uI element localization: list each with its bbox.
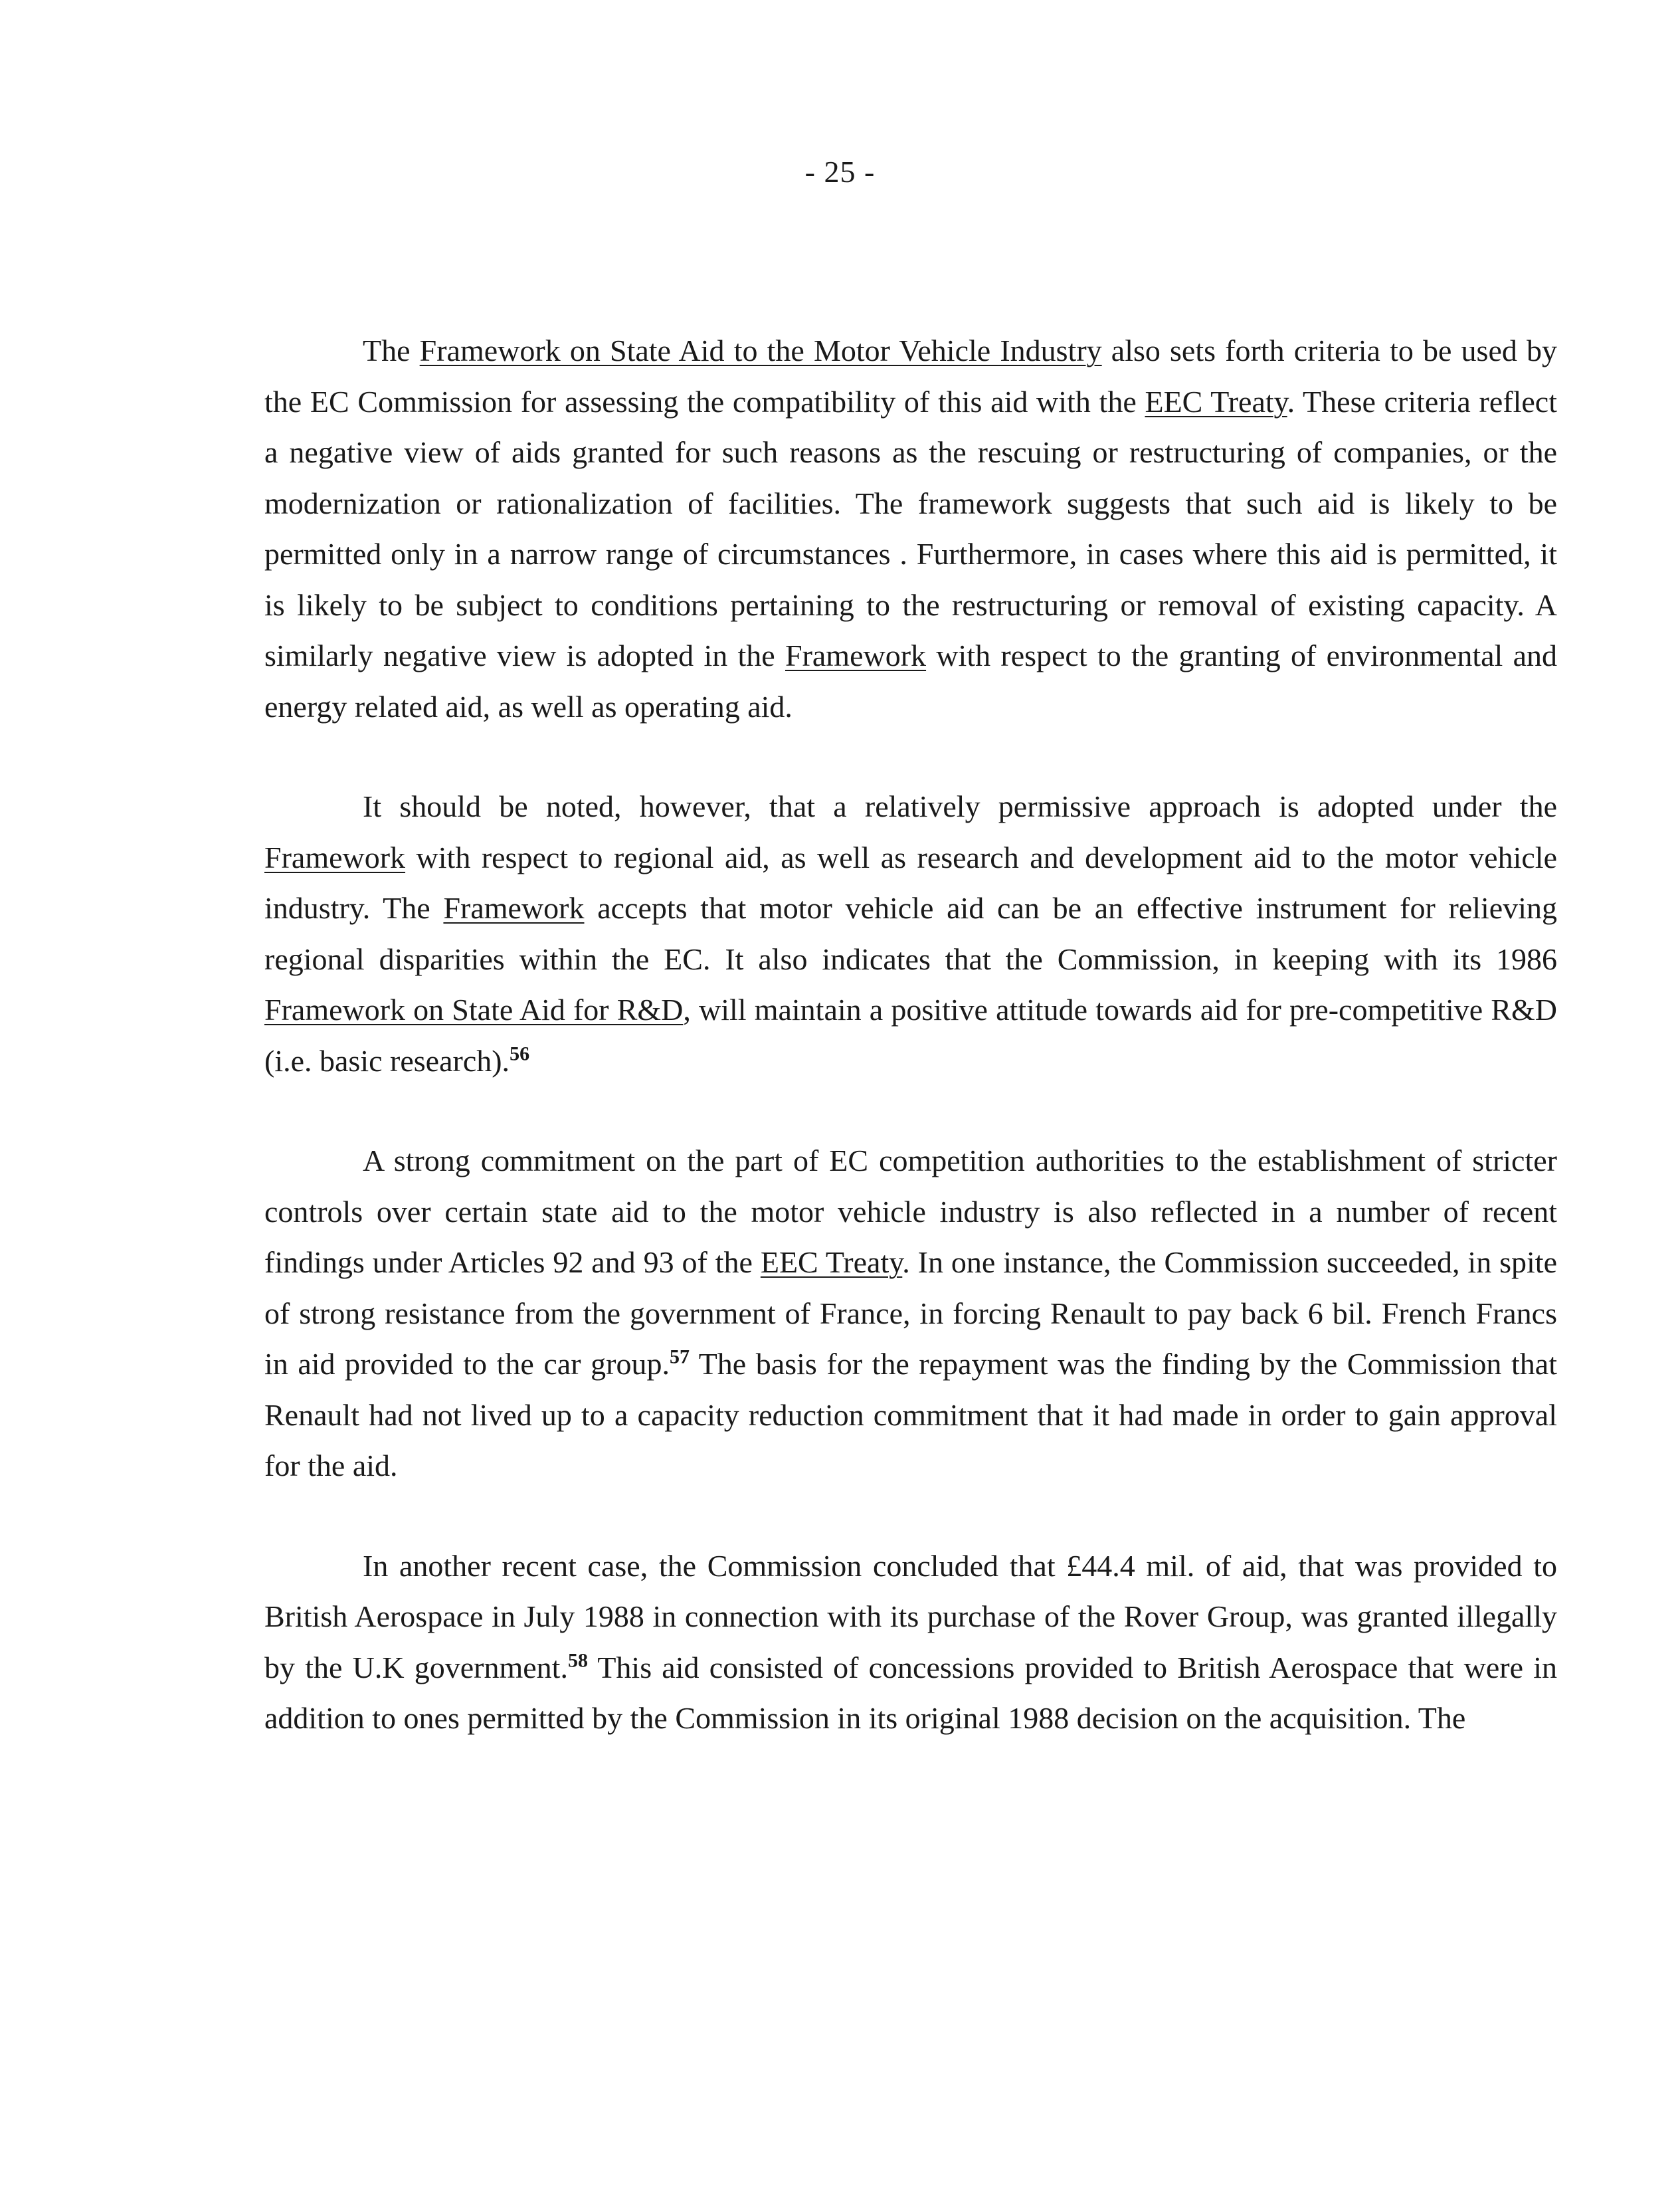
document-body [264,326,1557,1793]
text-segment: . In one instance, the Commission succeeded, in spite of strong resistance from the government of France, in forcing Renault to pay back 6 bil. French Francs in aid provided to the car group. [264,1245,1557,1381]
underlined-title: Framework on State Aid for R&D [264,993,684,1027]
underlined-title: EEC Treaty [1145,384,1287,419]
footnote-ref: 57 [669,1346,690,1368]
text-segment: The basis for the repayment was the finding by the Commission that Renault had not lived up to a capacity reduction commitment that it had made in order to gain approval for the aid. [264,1347,1557,1482]
text-segment: The [363,334,420,367]
underlined-title: Framework [443,891,585,925]
text-segment: with respect to regional aid, as well as research and development aid to the motor vehicle industry. The [264,840,1557,925]
paragraph-3 [264,1136,1557,1492]
paragraph-4 [264,1541,1557,1744]
page-number: - 25 - [804,155,876,189]
text-segment: , will maintain a positive attitude towards aid for pre-competitive R&D (i.e. basic research). [264,993,1557,1078]
text-segment: with respect to the granting of environmental and energy related aid, as well as operating aid. [264,639,1557,724]
paragraph-2 [264,781,1557,1086]
text-segment: This aid consisted of concessions provided to British Aerospace that were in addition to ones permitted by the Commission in its original 1988 decision on the acquisition. The [264,1650,1557,1735]
underlined-title: Framework [264,840,406,874]
footnote-ref: 58 [567,1649,588,1672]
text-segment: also sets forth criteria to be used by the EC Commission for assessing the compatibility of this aid with the [264,334,1558,419]
underlined-title: Framework on State Aid to the Motor Vehicle Industry [419,334,1102,367]
underlined-title: EEC Treaty [760,1245,903,1279]
text-segment: It should be noted, however, that a relatively permissive approach is adopted under the [363,789,1557,823]
footnote-ref: 56 [510,1043,530,1065]
underlined-title: Framework [785,639,927,672]
text-segment: In another recent case, the Commission concluded that £44.4 mil. of aid, that was provided to British Aerospace in July 1988 in connection with its purchase of the Rover Group, was granted illegally by the U.K government. [264,1548,1557,1684]
text-segment: accepts that motor vehicle aid can be an effective instrument for relieving regional disparities within the EC. It also indicates that the Commission, in keeping with its 1986 [264,891,1557,976]
text-segment: . These criteria reflect a negative view of aids granted for such reasons as the rescuing or restructuring of companies, or the modernization or rationalization of facilities. The framework suggests that such aid is likely to be permitted only in a narrow range of circumstances . Furthermore, in cases where this aid is permitted, it is likely to be subject to conditions pertaining to the restructuring or removal of existing capacity. A similarly negative view is adopted in the [264,384,1557,672]
paragraph-1 [264,326,1557,732]
text-segment: A strong commitment on the part of EC competition authorities to the establishment of stricter controls over certain state aid to the motor vehicle industry is also reflected in a number of recent findings under Articles 92 and 93 of the [264,1144,1557,1279]
